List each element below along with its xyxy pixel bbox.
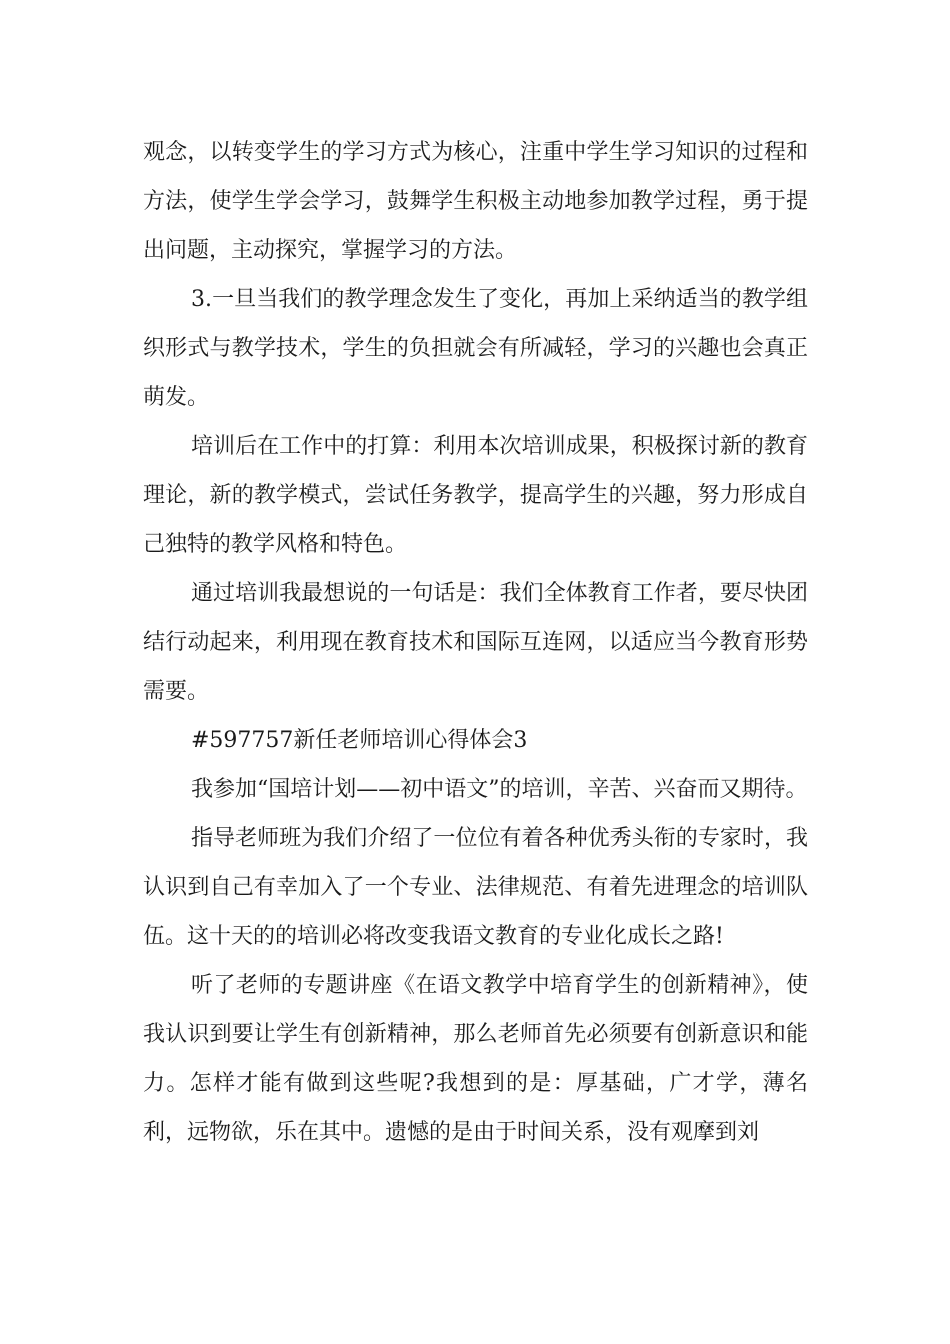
paragraph-one-sentence: 通过培训我最想说的一句话是：我们全体教育工作者，要尽快团结行动起来，利用现在教育技术和国际互连网，以适应当今教育形势需要。 — [143, 581, 808, 704]
document-body — [143, 128, 808, 1157]
paragraph-continuation: 观念，以转变学生的学习方式为核心，注重中学生学习知识的过程和方法，使学生学会学习，鼓舞学生积极主动地参加教学过程，勇于提出问题，主动探究，掌握学习的方法。 — [143, 140, 808, 263]
paragraph-work-plan: 培训后在工作中的打算：利用本次培训成果，积极探讨新的教育理论，新的教学模式，尝试任务教学，提高学生的兴趣，努力形成自己独特的教学风格和特色。 — [143, 434, 808, 557]
section-heading: #597757新任老师培训心得体会3 — [191, 728, 528, 753]
paragraph-lecture: 听了老师的专题讲座《在语文教学中培育学生的创新精神》，使我认识到要让学生有创新精神，那么老师首先必须要有创新意识和能力。怎样才能有做到这些呢?我想到的是：厚基础，广才学，薄名利，远物欲，乐在其中。遗憾的是由于时间关系，没有观摩到刘 — [143, 973, 808, 1145]
paragraph-instructor: 指导老师班为我们介绍了一位位有着各种优秀头衔的专家时，我认识到自己有幸加入了一个专业、法律规范、有着先进理念的培训队伍。这十天的的培训必将改变我语文教育的专业化成长之路! — [143, 826, 808, 949]
paragraph-guopei: 我参加“国培计划——初中语文”的培训，辛苦、兴奋而又期待。 — [191, 777, 808, 802]
paragraph-teaching-concept: 3.一旦当我们的教学理念发生了变化，再加上采纳适当的教学组织形式与教学技术，学生的负担就会有所减轻，学习的兴趣也会真正萌发。 — [143, 287, 808, 410]
